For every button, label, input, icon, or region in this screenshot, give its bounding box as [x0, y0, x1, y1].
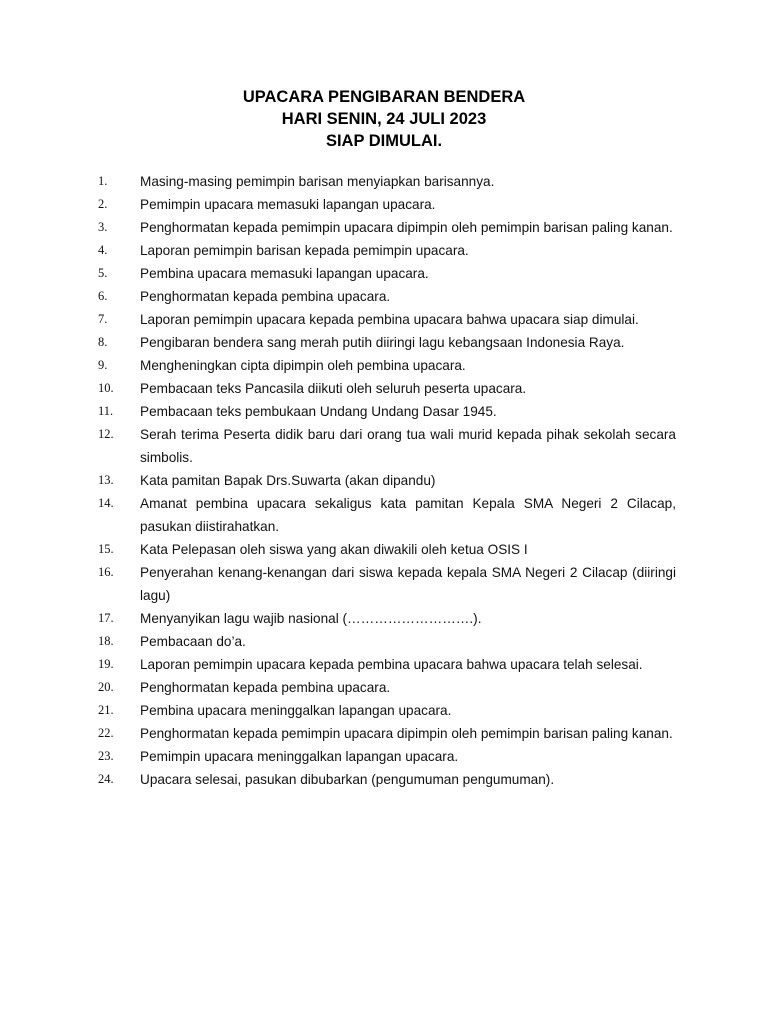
- agenda-item: [98, 492, 676, 538]
- agenda-item-number: 11.: [98, 404, 114, 418]
- agenda-item: [98, 561, 676, 607]
- agenda-item-text: Laporan pemimpin upacara kepada pembina upacara bahwa upacara siap dimulai.: [140, 312, 639, 327]
- agenda-item: [98, 630, 676, 653]
- agenda-item-text: Kata pamitan Bapak Drs.Suwarta (akan dipandu): [140, 473, 436, 488]
- agenda-item-text: Pembina upacara meninggalkan lapangan upacara.: [140, 703, 452, 718]
- agenda-item-text: Pembacaan do’a.: [140, 634, 246, 649]
- agenda-item-number: 4.: [98, 243, 108, 257]
- agenda-item: [98, 607, 676, 630]
- agenda-item: [98, 331, 676, 354]
- agenda-item: [98, 699, 676, 722]
- title-line-2: HARI SENIN, 24 JULI 2023: [281, 110, 487, 128]
- agenda-item-text: Serah terima Peserta didik baru dari orang tua wali murid kepada pihak sekolah secara simbolis.: [140, 427, 676, 465]
- agenda-item: [98, 722, 676, 745]
- agenda-item-number: 8.: [98, 335, 108, 349]
- agenda-item-text: Kata Pelepasan oleh siswa yang akan diwakili oleh ketua OSIS I: [140, 542, 528, 557]
- agenda-item: [98, 239, 676, 262]
- agenda-item-text: Amanat pembina upacara sekaligus kata pamitan Kepala SMA Negeri 2 Cilacap, pasukan diistirahatkan.: [140, 496, 676, 534]
- agenda-item-number: 21.: [98, 703, 114, 717]
- agenda-item-number: 15.: [98, 542, 114, 556]
- agenda-item-text: Pembacaan teks pembukaan Undang Undang Dasar 1945.: [140, 404, 497, 419]
- agenda-list: [98, 170, 676, 791]
- title-line-3: SIAP DIMULAI.: [325, 132, 443, 150]
- agenda-item: [98, 653, 676, 676]
- agenda-item-number: 5.: [98, 266, 108, 280]
- agenda-item: [98, 469, 676, 492]
- agenda-item: [98, 216, 676, 239]
- document-title: [0, 86, 768, 152]
- agenda-item: [98, 768, 676, 791]
- agenda-item-text: Laporan pemimpin barisan kepada pemimpin upacara.: [140, 243, 469, 258]
- agenda-item-number: 12.: [98, 427, 114, 441]
- agenda-item-text: Masing-masing pemimpin barisan menyiapkan barisannya.: [140, 174, 495, 189]
- agenda-item-number: 20.: [98, 680, 114, 694]
- agenda-item-text: Menyanyikan lagu wajib nasional (……………………….).: [140, 611, 482, 626]
- agenda-item-number: 10.: [98, 381, 114, 395]
- agenda-item-text: Penghormatan kepada pembina upacara.: [140, 680, 391, 695]
- agenda-item: [98, 745, 676, 768]
- agenda-item-text: Pembina upacara memasuki lapangan upacara.: [140, 266, 429, 281]
- agenda-item-number: 1.: [98, 174, 108, 188]
- agenda-item-number: 14.: [98, 496, 114, 510]
- agenda-item: [98, 170, 676, 193]
- agenda-item-text: Pemimpin upacara meninggalkan lapangan upacara.: [140, 749, 459, 764]
- agenda-item-text: Pembacaan teks Pancasila diikuti oleh seluruh peserta upacara.: [140, 381, 527, 396]
- agenda-item: [98, 423, 676, 469]
- agenda-item-number: 16.: [98, 565, 114, 579]
- agenda-item: [98, 308, 676, 331]
- agenda-item-number: 23.: [98, 749, 114, 763]
- agenda-item-number: 17.: [98, 611, 114, 625]
- agenda-item-number: 9.: [98, 358, 108, 372]
- agenda-item-number: 13.: [98, 473, 114, 487]
- agenda-item-text: Laporan pemimpin upacara kepada pembina upacara bahwa upacara telah selesai.: [140, 657, 643, 672]
- title-line-1: UPACARA PENGIBARAN BENDERA: [242, 88, 526, 106]
- agenda-item: [98, 676, 676, 699]
- agenda-item: [98, 400, 676, 423]
- agenda-item-number: 22.: [98, 726, 114, 740]
- agenda-item-text: Penghormatan kepada pemimpin upacara dipimpin oleh pemimpin barisan paling kanan.: [140, 220, 673, 235]
- agenda-item-text: Upacara selesai, pasukan dibubarkan (pengumuman pengumuman).: [140, 772, 555, 787]
- agenda-item-number: 19.: [98, 657, 114, 671]
- agenda-item-text: Pemimpin upacara memasuki lapangan upacara.: [140, 197, 436, 212]
- agenda-item-number: 7.: [98, 312, 108, 326]
- agenda-item-number: 6.: [98, 289, 108, 303]
- agenda-item: [98, 377, 676, 400]
- agenda-item: [98, 538, 676, 561]
- agenda-item-text: Penghormatan kepada pembina upacara.: [140, 289, 391, 304]
- agenda-item-number: 3.: [98, 220, 108, 234]
- agenda-item: [98, 354, 676, 377]
- agenda-item-text: Penghormatan kepada pemimpin upacara dipimpin oleh pemimpin barisan paling kanan.: [140, 726, 673, 741]
- agenda-item-number: 2.: [98, 197, 108, 211]
- agenda-item-text: Mengheningkan cipta dipimpin oleh pembina upacara.: [140, 358, 466, 373]
- agenda-item: [98, 285, 676, 308]
- agenda-item-number: 18.: [98, 634, 114, 648]
- agenda-item: [98, 193, 676, 216]
- agenda-item-text: Penyerahan kenang-kenangan dari siswa kepada kepala SMA Negeri 2 Cilacap (diiringi lagu): [140, 565, 676, 603]
- agenda-item: [98, 262, 676, 285]
- agenda-item-text: Pengibaran bendera sang merah putih diiringi lagu kebangsaan Indonesia Raya.: [140, 335, 625, 350]
- agenda-item-number: 24.: [98, 772, 114, 786]
